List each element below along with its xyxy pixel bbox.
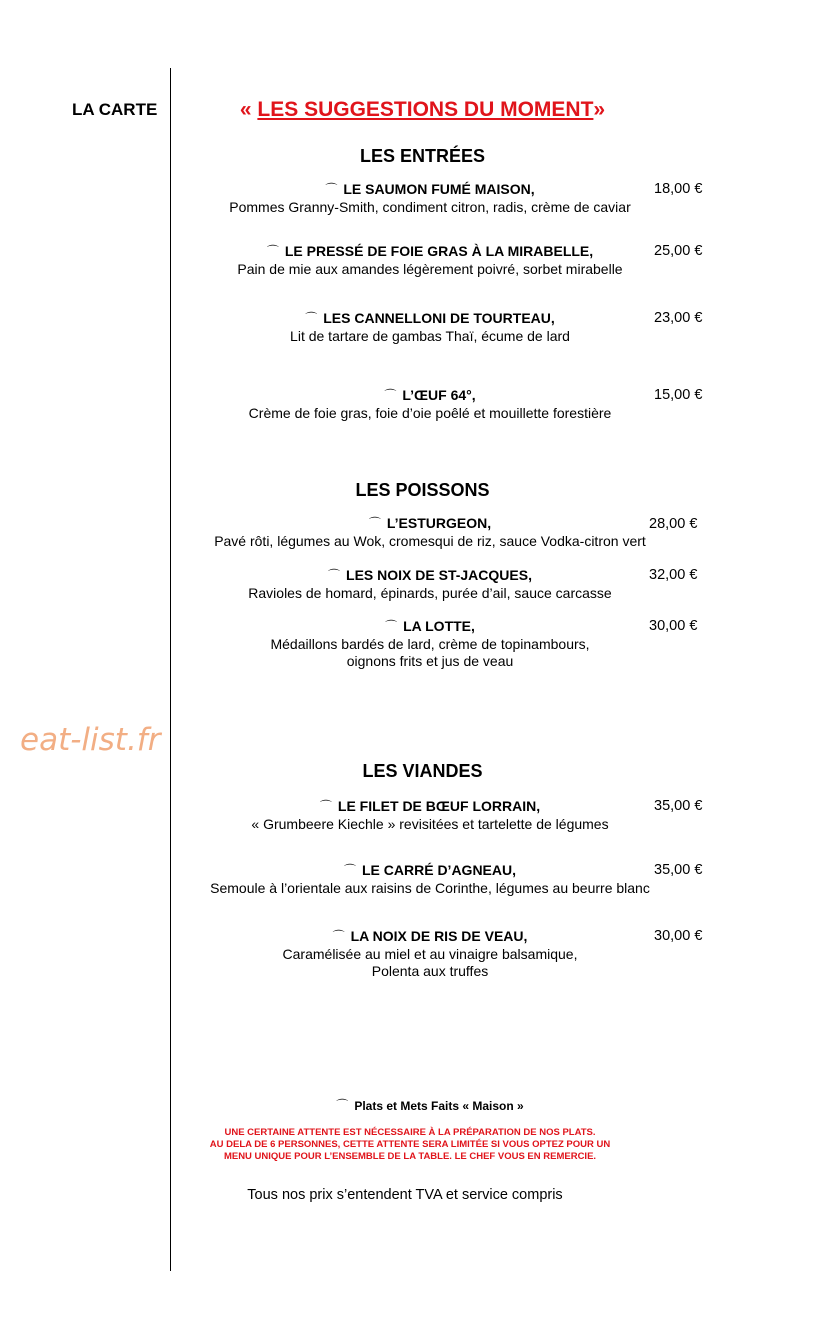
dish-price: 15,00 € (654, 387, 703, 403)
chef-hat-icon: ⌒ (385, 619, 398, 633)
page-title (180, 98, 665, 122)
maison-note (170, 1097, 690, 1114)
dish-description: Lit de tartare de gambas Thaï, écume de lard (290, 328, 570, 344)
dish-description-line2: oignons frits et jus de veau (346, 653, 514, 669)
side-title: LA CARTE (72, 100, 158, 119)
title-close-quote: » (593, 98, 606, 121)
warning-line: MENU UNIQUE POUR L’ENSEMBLE DE LA TABLE. LE CHEF VOUS EN REMERCIE. (223, 1151, 597, 1162)
dish-description: « Grumbeere Kiechle » revisitées et tartelette de légumes (251, 816, 609, 832)
dish-description-line2: Polenta aux truffes (371, 963, 489, 979)
dish-description: Semoule à l’orientale aux raisins de Corinthe, légumes au beurre blanc (210, 880, 650, 896)
dish-price: 25,00 € (654, 243, 703, 259)
dish-name: LA NOIX DE RIS DE VEAU, (350, 928, 528, 944)
dish-price: 35,00 € (654, 798, 703, 814)
dish-name: LE CARRÉ D’AGNEAU, (362, 862, 517, 878)
chef-hat-icon: ⌒ (305, 311, 318, 325)
dish-price: 18,00 € (654, 181, 703, 197)
tax-note: Tous nos prix s’entendent TVA et service compris (247, 1187, 563, 1203)
chef-hat-icon: ⌒ (343, 863, 356, 877)
dish-price: 32,00 € (649, 567, 698, 583)
watermark: eat-list.fr (20, 722, 161, 758)
dish-viande-2 (170, 862, 690, 897)
dish-poisson-2 (170, 567, 690, 602)
chef-hat-icon: ⌒ (319, 799, 332, 813)
dish-price: 35,00 € (654, 862, 703, 878)
chef-hat-icon: ⌒ (336, 1098, 349, 1112)
chef-hat-icon: ⌒ (328, 568, 341, 582)
dish-description: Médaillons bardés de lard, crème de topinambours, (270, 636, 590, 652)
chef-hat-icon: ⌒ (332, 929, 345, 943)
section-title-poissons: LES POISSONS (355, 480, 490, 500)
dish-description: Pommes Granny-Smith, condiment citron, radis, crème de caviar (229, 199, 631, 215)
dish-description: Caramélisée au miel et au vinaigre balsamique, (282, 946, 578, 962)
dish-viande-3 (170, 928, 690, 980)
section-title-viandes: LES VIANDES (362, 761, 483, 781)
dish-entree-2 (170, 243, 690, 278)
chef-hat-icon: ⌒ (266, 244, 279, 258)
dish-name: LES CANNELLONI DE TOURTEAU, (323, 310, 555, 326)
dish-name: L’ESTURGEON, (386, 515, 492, 531)
waiting-warning (150, 1127, 670, 1163)
section-title-entrees: LES ENTRÉES (359, 146, 486, 166)
dish-description: Ravioles de homard, épinards, purée d’ail, sauce carcasse (248, 585, 612, 601)
dish-poisson-3 (170, 618, 690, 670)
dish-entree-3 (170, 310, 690, 345)
dish-name: LES NOIX DE ST-JACQUES, (346, 567, 532, 583)
dish-name: L’ŒUF 64°, (402, 387, 476, 403)
chef-hat-icon: ⌒ (325, 182, 338, 196)
dish-name: LE SAUMON FUMÉ MAISON, (343, 181, 535, 197)
dish-name: LE PRESSÉ DE FOIE GRAS À LA MIRABELLE, (284, 243, 594, 259)
title-text: LES SUGGESTIONS DU MOMENT (257, 98, 594, 121)
dish-price: 28,00 € (649, 516, 698, 532)
dish-entree-1 (170, 181, 690, 216)
dish-name: LE FILET DE BŒUF LORRAIN, (337, 798, 541, 814)
dish-description: Pavé rôti, légumes au Wok, cromesqui de riz, sauce Vodka-citron vert (214, 533, 646, 549)
dish-price: 23,00 € (654, 310, 703, 326)
warning-line: AU DELA DE 6 PERSONNES, CETTE ATTENTE SERA LIMITÉE SI VOUS OPTEZ POUR UN (209, 1139, 611, 1150)
dish-price: 30,00 € (654, 928, 703, 944)
dish-price: 30,00 € (649, 618, 698, 634)
dish-viande-1 (170, 798, 690, 833)
dish-entree-4 (170, 387, 690, 422)
warning-line: UNE CERTAINE ATTENTE EST NÉCESSAIRE À LA PRÉPARATION DE NOS PLATS. (224, 1127, 596, 1138)
dish-poisson-1 (170, 515, 690, 550)
title-open-quote: « (239, 98, 258, 121)
chef-hat-icon: ⌒ (384, 388, 397, 402)
maison-note-text: Plats et Mets Faits « Maison » (354, 1099, 524, 1113)
chef-hat-icon: ⌒ (368, 516, 381, 530)
dish-name: LA LOTTE, (403, 618, 475, 634)
dish-description: Crème de foie gras, foie d’oie poêlé et mouillette forestière (248, 405, 612, 421)
dish-description: Pain de mie aux amandes légèrement poivré, sorbet mirabelle (237, 261, 623, 277)
